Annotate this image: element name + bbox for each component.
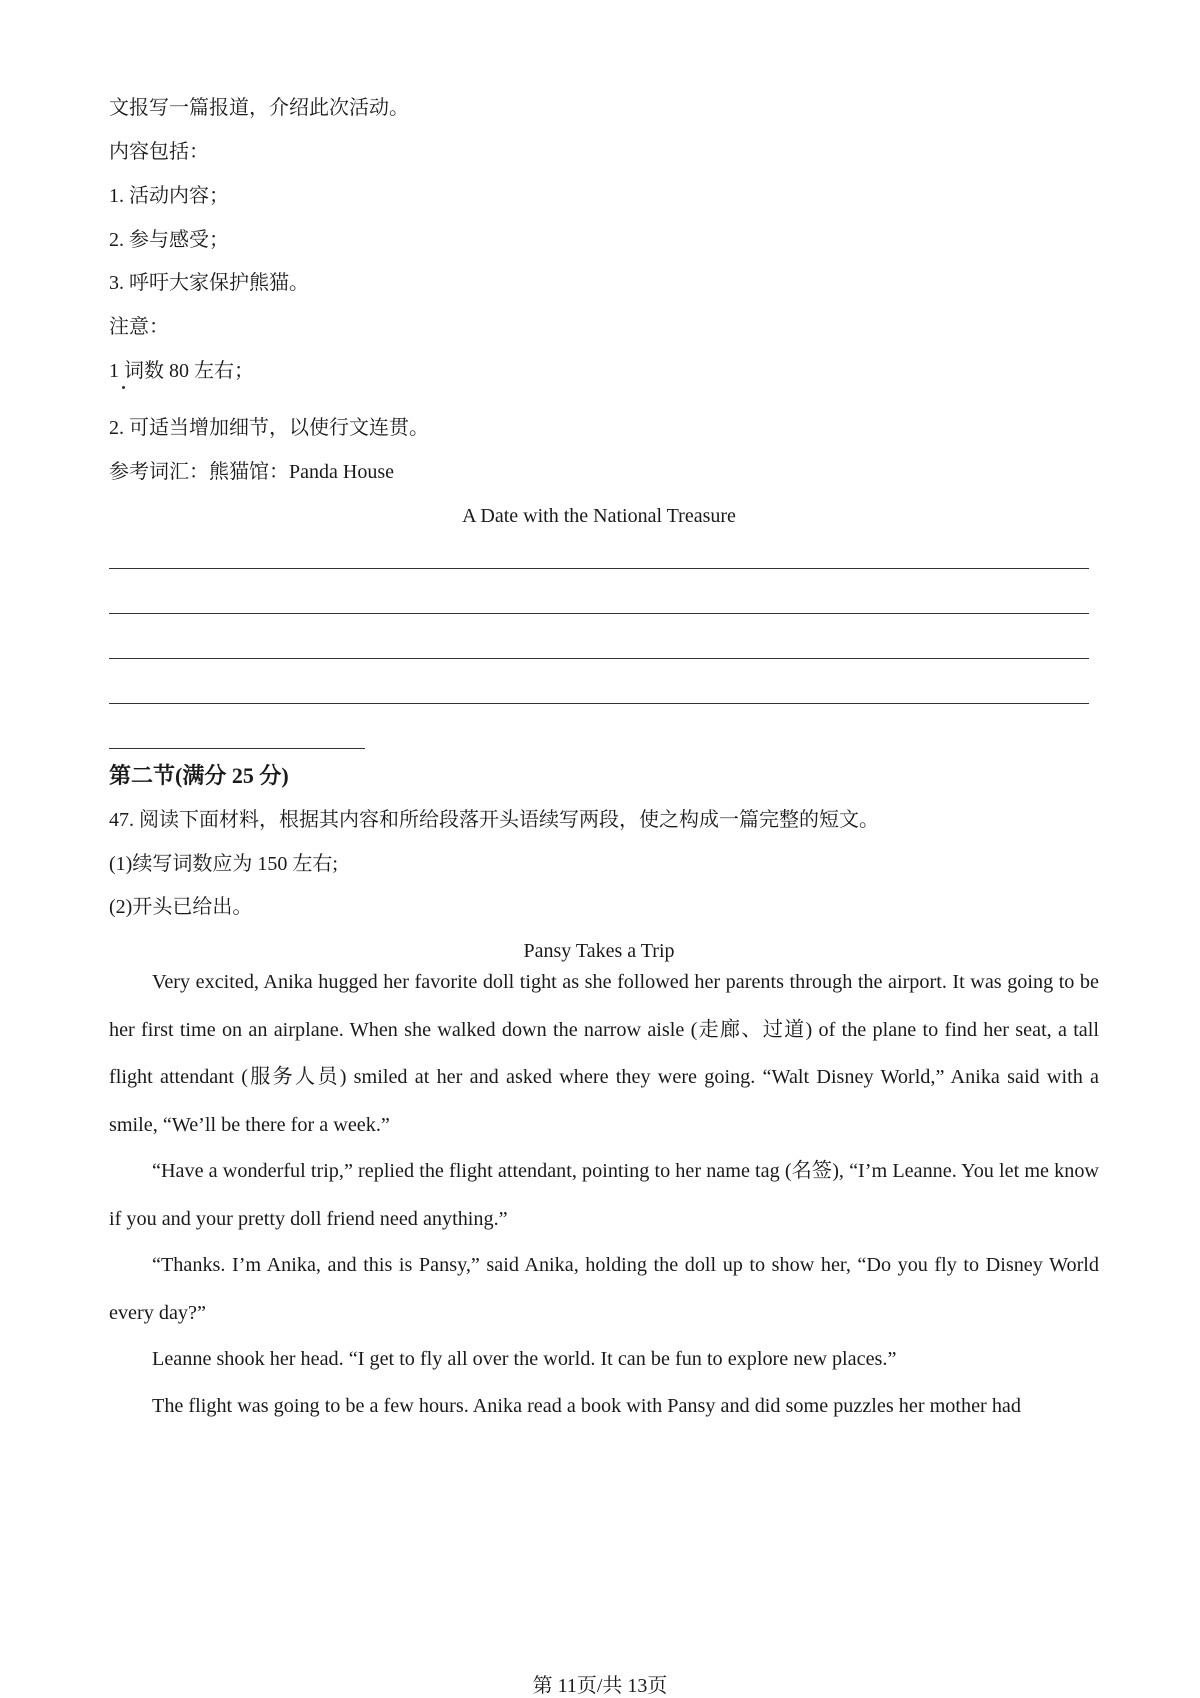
page-number: 第 11页/共 13页 [532,1675,668,1697]
essay-title: A Date with the National Treasure [462,505,736,527]
story-paragraph: “Have a wonderful trip,” replied the flight attendant, pointing to her name tag (名签), “I’m Leanne. You let me know if you and your pretty doll friend need anything.” [109,1160,1099,1230]
story-paragraph: “Thanks. I’m Anika, and this is Pansy,” said Anika, holding the doll up to show her, “Do you fly to Disney World every day?” [109,1254,1099,1324]
content-item: 1. 活动内容； [109,185,229,207]
note-item: 1 词数 80 左右； [109,360,254,382]
section-heading: 第二节(满分 25 分) [109,763,289,788]
answer-line[interactable] [109,568,1089,569]
note-label: 注意： [109,316,169,338]
answer-line[interactable] [109,703,1089,704]
story-paragraph: Very excited, Anika hugged her favorite doll tight as she followed her parents through the airport. It was going to be her first time on an airplane. When she walked down the narrow aisle (走廊、过道) of the plane to find her seat, a tall flight attendant (服务人员) smiled at her and asked where they were going. “Walt Disney World,” Anika said with a smile, “We’ll be there for a week.” [109,971,1099,1136]
q47-instruction: 47. 阅读下面材料，根据其内容和所给段落开头语续写两段，使之构成一篇完整的短文。 [109,809,879,831]
note-item: 2. 可适当增加细节，以使行文连贯。 [109,417,429,439]
story-paragraph: Leanne shook her head. “I get to fly all over the world. It can be fun to explore new places.” [152,1348,897,1370]
answer-line[interactable] [109,748,365,749]
answer-line[interactable] [109,658,1089,659]
answer-line[interactable] [109,613,1089,614]
content-item: 3. 呼吁大家保护熊猫。 [109,272,309,294]
intro-text: 文报写一篇报道，介绍此次活动。 [109,97,409,119]
story-title: Pansy Takes a Trip [523,940,675,962]
content-label: 内容包括： [109,141,209,163]
vocab-hint: 参考词汇：熊猫馆：Panda House [109,461,394,483]
story-paragraph: The flight was going to be a few hours. Anika read a book with Pansy and did some puzzles her mother had [152,1395,1021,1417]
q47-requirement: (2)开头已给出。 [109,896,253,918]
q47-requirement: (1)续写词数应为 150 左右; [109,853,338,875]
stray-dot [122,386,125,389]
content-item: 2. 参与感受； [109,229,229,251]
